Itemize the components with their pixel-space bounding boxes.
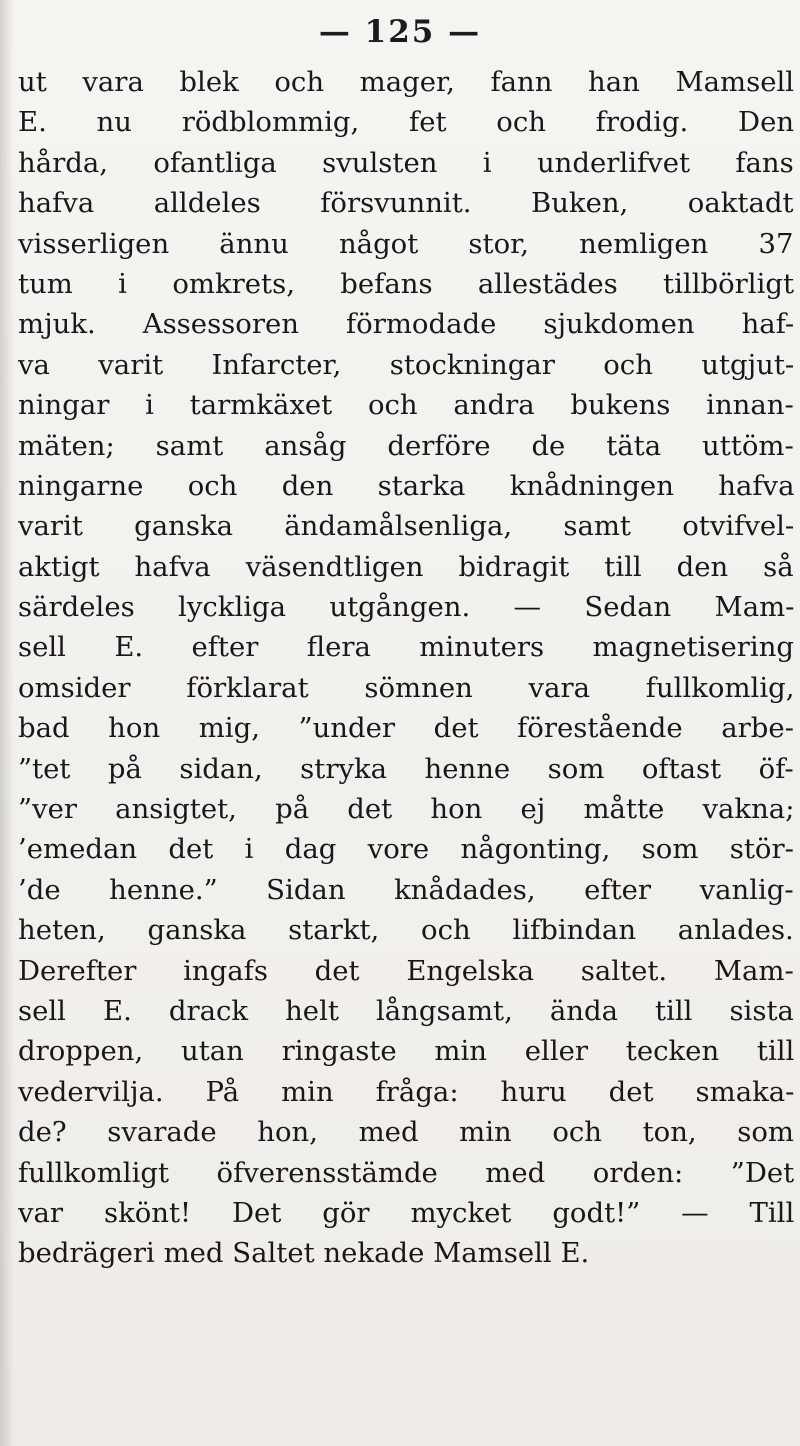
page-edge-shadow	[0, 0, 14, 1446]
text-line: hafva alldeles försvunnit. Buken, oaktadt	[18, 187, 794, 220]
text-line: sell E. efter flera minuters magnetisering	[18, 631, 794, 664]
text-line: tum i omkrets, befans allestädes tillbörligt	[18, 267, 794, 300]
text-line: ”tet på sidan, stryka henne som oftast öf-	[18, 752, 794, 785]
text-line: mäten; samt ansåg derföre de täta uttöm-	[18, 429, 794, 462]
text-line: fullkomligt öfverensstämde med orden: ”Det	[18, 1156, 794, 1189]
text-line: hårda, ofantliga svulsten i underlifvet fans	[18, 146, 794, 179]
text-line: heten, ganska starkt, och lifbindan anlades.	[18, 914, 794, 947]
text-line: droppen, utan ringaste min eller tecken till	[18, 1035, 794, 1068]
text-line: ’emedan det i dag vore någonting, som stör-	[18, 833, 794, 866]
text-line: vedervilja. På min fråga: huru det smaka-	[18, 1075, 794, 1108]
text-line: ningarne och den starka knådningen hafva	[18, 469, 794, 502]
page-number-header: — 125 —	[318, 14, 482, 50]
text-line: ut vara blek och mager, fann han Mamsell	[18, 66, 794, 98]
text-line: visserligen ännu något stor, nemligen 37	[18, 227, 794, 260]
text-line: särdeles lyckliga utgången. — Sedan Mam-	[18, 591, 794, 624]
text-line: ’de henne.” Sidan knådades, efter vanlig-	[18, 873, 794, 906]
body-text	[18, 62, 794, 1274]
text-line: E. nu rödblommig, fet och frodig. Den	[18, 106, 794, 139]
text-line: sell E. drack helt långsamt, ända till sista	[18, 994, 794, 1027]
text-line: Derefter ingafs det Engelska saltet. Mam-	[18, 954, 794, 987]
text-line: va varit Infarcter, stockningar och utgjut-	[18, 348, 794, 381]
text-line: bad hon mig, ”under det förestående arbe-	[18, 712, 794, 745]
text-line: de? svarade hon, med min och ton, som	[18, 1116, 794, 1149]
text-line: var skönt! Det gör mycket godt!” — Till	[18, 1196, 794, 1229]
text-line: varit ganska ändamålsenliga, samt otvifvel-	[18, 510, 794, 543]
text-line: mjuk. Assessoren förmodade sjukdomen haf-	[18, 308, 794, 341]
text-line: ningar i tarmkäxet och andra bukens innan-	[18, 389, 794, 422]
text-line: ”ver ansigtet, på det hon ej måtte vakna;	[18, 793, 794, 826]
text-line: aktigt hafva väsendtligen bidragit till den så	[18, 550, 794, 583]
text-line: bedrägeri med Saltet nekade Mamsell E.	[18, 1237, 590, 1270]
text-line: omsider förklarat sömnen vara fullkomlig,	[18, 671, 794, 704]
